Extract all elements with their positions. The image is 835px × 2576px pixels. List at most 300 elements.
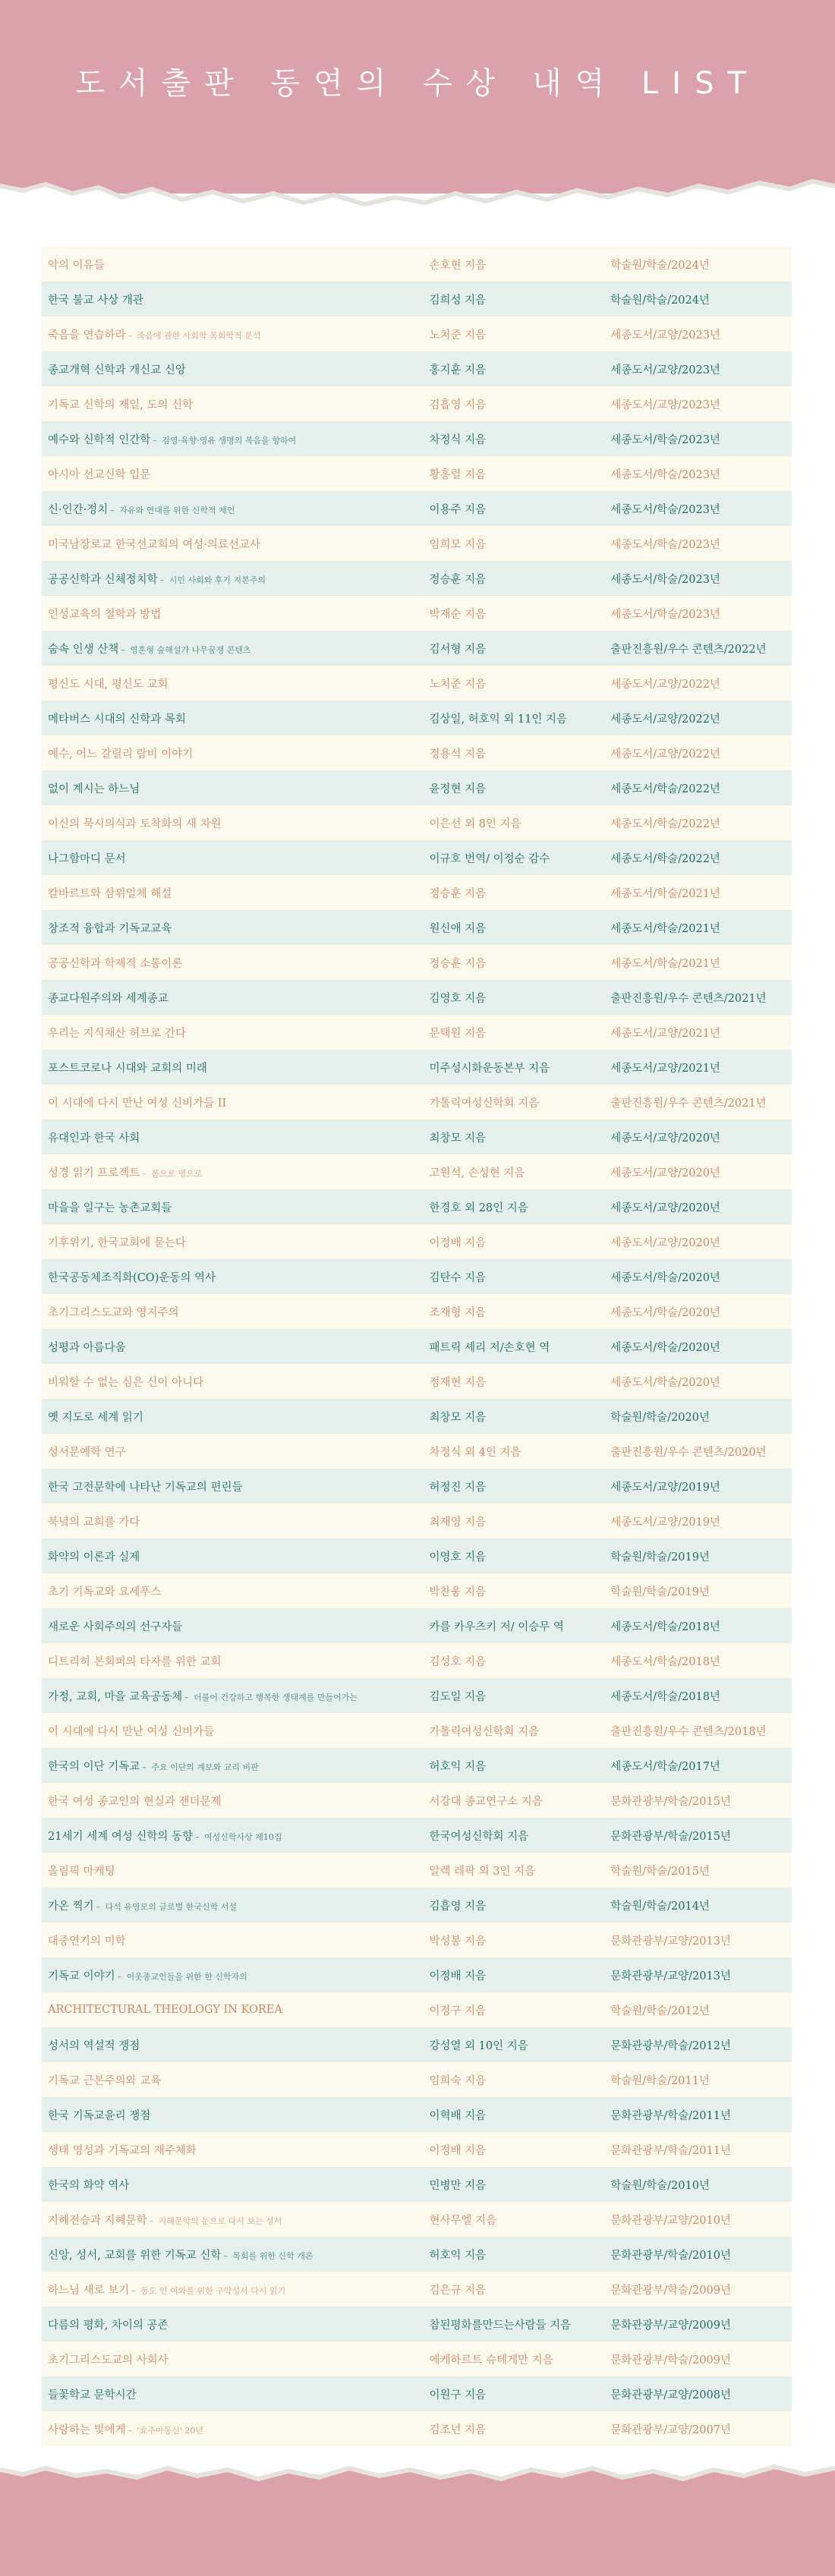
book-title bbox=[42, 815, 429, 831]
book-title bbox=[42, 1374, 429, 1390]
book-award: 세종도서/학술/2020년 bbox=[610, 1376, 720, 1389]
list-item bbox=[42, 247, 792, 282]
list-item bbox=[42, 561, 792, 596]
book-title bbox=[42, 2072, 429, 2088]
book-title bbox=[42, 1025, 429, 1041]
book-title bbox=[42, 1723, 429, 1739]
book-title-text: 평신도 시대, 평신도 교회 bbox=[48, 678, 169, 691]
book-title-text: 마을을 일구는 농촌교회들 bbox=[48, 1201, 172, 1214]
book-title bbox=[42, 1793, 429, 1809]
book-award: 세종도서/교양/2020년 bbox=[610, 1236, 720, 1249]
book-title-text: 예수와 신학적 인간학 bbox=[48, 433, 151, 446]
book-award: 문화관광부/학술/2009년 bbox=[610, 2354, 731, 2367]
book-award: 출판진흥원/우수 콘텐츠/2021년 bbox=[610, 992, 767, 1005]
list-item bbox=[42, 735, 792, 770]
book-author: 패트릭 셰리 저/손호현 역 bbox=[429, 1341, 550, 1354]
book-award: 문화관광부/학술/2015년 bbox=[610, 1830, 731, 1843]
book-author: 최재영 지음 bbox=[429, 1516, 487, 1529]
book-title bbox=[42, 990, 429, 1006]
list-item bbox=[42, 1783, 792, 1818]
book-subtitle: 지혜문학의 눈으로 다시 보는 성서 bbox=[158, 2215, 282, 2226]
book-author: 문택원 지음 bbox=[429, 1027, 487, 1040]
subtitle-dash: – bbox=[184, 1692, 192, 1702]
book-title bbox=[42, 431, 429, 447]
book-subtitle: 시민 사회와 후기 지본주의 bbox=[169, 575, 266, 585]
book-title bbox=[42, 1897, 429, 1913]
book-author: 가톨릭여성신학회 지음 bbox=[429, 1097, 540, 1110]
book-title bbox=[42, 257, 429, 272]
book-title-text: 신·인간·정치 bbox=[48, 503, 109, 516]
book-title-text: 올림픽 마케팅 bbox=[48, 1865, 115, 1878]
book-title bbox=[42, 675, 429, 691]
book-author: 이영호 지음 bbox=[429, 1551, 487, 1564]
award-list bbox=[42, 247, 792, 2446]
book-title-text: 한국의 화약 역사 bbox=[48, 2179, 130, 2192]
book-title-text: 들꽃학교 문학시간 bbox=[48, 2389, 137, 2401]
book-title bbox=[42, 1618, 429, 1634]
book-title-text: 예수, 어느 갈릴리 람비 이야기 bbox=[48, 748, 194, 761]
book-author: 이정배 지음 bbox=[429, 2144, 487, 2157]
torn-paper-edge-bottom bbox=[0, 2448, 835, 2494]
book-title-text: 신앙, 성서, 교회를 위한 기독교 신학 bbox=[48, 2249, 222, 2262]
book-title bbox=[42, 2142, 429, 2158]
book-title bbox=[42, 745, 429, 761]
list-item bbox=[42, 910, 792, 945]
book-title bbox=[42, 955, 429, 971]
book-title bbox=[42, 536, 429, 552]
book-author: 윤정현 지음 bbox=[429, 783, 487, 795]
book-author: 임희숙 지음 bbox=[429, 2074, 487, 2087]
book-title-text: 성서문예학 연구 bbox=[48, 1446, 126, 1459]
book-author: 임희모 지음 bbox=[429, 538, 487, 551]
book-author: 김상일, 허호익 외 11인 지음 bbox=[429, 713, 568, 726]
list-item bbox=[42, 2097, 792, 2132]
book-author: 에케하르트 슈테게만 지음 bbox=[429, 2354, 553, 2367]
book-title bbox=[42, 466, 429, 482]
list-item bbox=[42, 1224, 792, 1259]
book-title-text: 성평과 아름다움 bbox=[48, 1341, 126, 1354]
book-title-text: 디트리히 본회퍼의 타자를 위한 교회 bbox=[48, 1655, 222, 1668]
book-title-text: 이 시대에 다시 만난 여성 신비가들 II bbox=[48, 1097, 227, 1110]
list-item bbox=[42, 282, 792, 316]
book-title bbox=[42, 501, 429, 517]
list-item bbox=[42, 875, 792, 910]
book-title-text: 칼바르트와 삼위일체 해설 bbox=[48, 887, 172, 900]
book-title-text: 메타버스 시대의 신학과 목회 bbox=[48, 713, 186, 726]
book-award: 세종도서/학술/2021년 bbox=[610, 957, 720, 970]
list-item bbox=[42, 1853, 792, 1888]
list-item bbox=[42, 2062, 792, 2097]
list-item bbox=[42, 351, 792, 386]
book-title-text: 기독교 신학의 재일, 도의 신학 bbox=[48, 398, 194, 411]
page-title: 도서출판 동연의 수상 내역 LIST bbox=[75, 66, 760, 101]
book-award: 세종도서/교양/2019년 bbox=[610, 1481, 720, 1494]
list-item bbox=[42, 456, 792, 491]
list-item bbox=[42, 1957, 792, 1992]
list-item bbox=[42, 1189, 792, 1224]
list-item bbox=[42, 1364, 792, 1399]
book-title-text: 생태 영성과 기독교의 재주체화 bbox=[48, 2144, 197, 2157]
book-title-text: 포스트코로나 시대와 교회의 미래 bbox=[48, 1062, 207, 1075]
book-author: 한경호 외 28인 지음 bbox=[429, 1201, 528, 1214]
book-title bbox=[42, 1932, 429, 1948]
book-author: 김은규 지음 bbox=[429, 2284, 487, 2297]
book-award: 출판진흥원/우수 콘텐츠/2020년 bbox=[610, 1446, 767, 1459]
book-award: 세종도서/학술/2018년 bbox=[610, 1690, 720, 1703]
book-award: 세종도서/학술/2023년 bbox=[610, 433, 720, 446]
list-item bbox=[42, 1154, 792, 1189]
book-title bbox=[42, 1164, 429, 1180]
subtitle-dash: – bbox=[96, 1901, 103, 1912]
book-author: 차정식 지음 bbox=[429, 433, 487, 446]
book-title-text: 성서의 역설적 쟁점 bbox=[48, 2039, 140, 2052]
book-author: 차정식 외 4인 지음 bbox=[429, 1446, 521, 1459]
book-author: 정승훈 지음 bbox=[429, 957, 487, 970]
book-author: 이정배 지음 bbox=[429, 1970, 487, 1982]
book-title-text: ARCHITECTURAL THEOLOGY IN KOREA bbox=[48, 2004, 282, 2016]
book-author: 김성호 지음 bbox=[429, 1655, 487, 1668]
book-award: 세종도서/학술/2021년 bbox=[610, 887, 720, 900]
book-title bbox=[42, 1234, 429, 1250]
list-item bbox=[42, 631, 792, 666]
book-title-text: 한국 기독교윤리 쟁점 bbox=[48, 2109, 151, 2122]
book-award: 학술원/학술/2024년 bbox=[610, 259, 710, 272]
list-item bbox=[42, 1504, 792, 1538]
book-subtitle: 주요 이단의 계보와 교리 비판 bbox=[151, 1762, 259, 1772]
book-award: 세종도서/교양/2022년 bbox=[610, 713, 720, 726]
subtitle-dash: – bbox=[117, 1971, 124, 1982]
book-title-text: 기독교 근본주의와 교육 bbox=[48, 2074, 162, 2087]
book-award: 세종도서/학술/2022년 bbox=[610, 783, 720, 795]
book-subtitle: 더불어 건강하고 행복한 생태계를 만들어가는 bbox=[194, 1692, 358, 1702]
list-item bbox=[42, 1608, 792, 1643]
book-title bbox=[42, 2037, 429, 2053]
book-title bbox=[42, 1863, 429, 1878]
subtitle-dash: – bbox=[142, 1168, 150, 1179]
list-item bbox=[42, 805, 792, 840]
subtitle-dash: – bbox=[128, 330, 135, 341]
book-title bbox=[42, 2177, 429, 2193]
book-award: 세종도서/교양/2021년 bbox=[610, 1062, 720, 1075]
book-author: 김영호 지음 bbox=[429, 992, 487, 1005]
list-item bbox=[42, 1015, 792, 1050]
list-item bbox=[42, 2272, 792, 2307]
book-title bbox=[42, 1479, 429, 1494]
book-author: 현사무엘 지음 bbox=[429, 2214, 497, 2227]
book-award: 세종도서/학술/2023년 bbox=[610, 503, 720, 516]
list-item bbox=[42, 1538, 792, 1573]
book-author: 이은선 외 8인 지음 bbox=[429, 817, 521, 830]
book-award: 세종도서/학술/2023년 bbox=[610, 468, 720, 481]
book-award: 세종도서/교양/2020년 bbox=[610, 1201, 720, 1214]
book-title-text: 지혜전승과 지혜문학 bbox=[48, 2214, 147, 2227]
book-title-text: 21세기 세계 여성 신학의 동향 bbox=[48, 1830, 193, 1843]
book-award: 세종도서/학술/2018년 bbox=[610, 1620, 720, 1633]
list-item bbox=[42, 2027, 792, 2062]
book-subtitle: '효주아동신' 20년 bbox=[137, 2425, 203, 2436]
list-item bbox=[42, 2167, 792, 2202]
book-title bbox=[42, 2107, 429, 2123]
book-title-text: 인성교육의 철학과 방법 bbox=[48, 608, 162, 621]
list-item bbox=[42, 1329, 792, 1364]
book-title-text: 초기그리스도교와 영지주의 bbox=[48, 1306, 179, 1319]
book-author: 정승훈 지음 bbox=[429, 573, 487, 586]
book-title-text: 한국의 이단 기독교 bbox=[48, 1760, 140, 1773]
book-title bbox=[42, 1129, 429, 1145]
book-author: 미주성시화운동본부 지음 bbox=[429, 1062, 550, 1075]
book-author: 이규호 번역/ 이정순 감수 bbox=[429, 852, 550, 865]
book-author: 참된평화를만드는사람들 지음 bbox=[429, 2319, 572, 2332]
book-title-text: 미국남장로교 한국선교회의 여성·의료선교사 bbox=[48, 538, 260, 551]
book-subtitle: 동도 인 여와를 위한 구약성서 다시 읽기 bbox=[140, 2285, 286, 2296]
subtitle-dash: – bbox=[110, 505, 118, 515]
book-title-text: 사랑하는 빛에게 bbox=[48, 2423, 126, 2436]
book-award: 세종도서/학술/2020년 bbox=[610, 1341, 720, 1354]
book-award: 세종도서/학술/2021년 bbox=[610, 922, 720, 935]
book-author: 박찬웅 지음 bbox=[429, 1586, 487, 1598]
book-award: 문화관광부/교양/2010년 bbox=[610, 2214, 731, 2227]
book-author: 카를 카우츠키 저/ 이승무 역 bbox=[429, 1620, 564, 1633]
list-item bbox=[42, 980, 792, 1015]
book-award: 학술원/학술/2024년 bbox=[610, 294, 710, 307]
list-item bbox=[42, 1818, 792, 1853]
book-subtitle: 죽음에 관한 사회학 목회학적 분석 bbox=[137, 330, 261, 341]
book-subtitle: 다석 유영모의 글로벌 한국신학 서설 bbox=[105, 1901, 238, 1912]
book-title-text: 없이 계시는 하느님 bbox=[48, 783, 140, 795]
book-award: 세종도서/교양/2020년 bbox=[610, 1167, 720, 1179]
book-award: 문화관광부/학술/2009년 bbox=[610, 2284, 731, 2297]
book-title-text: 한국공동체조직화(CO)운동의 역사 bbox=[48, 1271, 216, 1284]
subtitle-dash: – bbox=[149, 2215, 156, 2226]
book-award: 세종도서/교양/2019년 bbox=[610, 1516, 720, 1529]
book-author: 고원석, 손성현 지음 bbox=[429, 1167, 525, 1179]
book-subtitle: 김영·육향·영유 생명의 복음을 향하여 bbox=[162, 435, 297, 446]
book-title-text: 초기 기독교와 요세푸스 bbox=[48, 1586, 162, 1598]
book-title bbox=[42, 850, 429, 866]
book-title-text: 새로운 사회주의의 선구자들 bbox=[48, 1620, 183, 1633]
book-award: 세종도서/학술/2020년 bbox=[610, 1271, 720, 1284]
book-award: 출판진흥원/우수 콘텐츠/2018년 bbox=[610, 1725, 767, 1738]
book-author: 강성열 외 10인 지음 bbox=[429, 2039, 528, 2052]
book-title-text: 창조적 융합과 기독교교육 bbox=[48, 922, 172, 935]
list-item bbox=[42, 840, 792, 875]
list-item bbox=[42, 2411, 792, 2446]
list-item bbox=[42, 1259, 792, 1294]
book-title-text: 나그함마디 문서 bbox=[48, 852, 126, 865]
book-award: 세종도서/학술/2023년 bbox=[610, 538, 720, 551]
book-title bbox=[42, 2421, 429, 2437]
book-title bbox=[42, 1409, 429, 1425]
subtitle-dash: – bbox=[159, 575, 167, 585]
book-subtitle: 자유와 연대를 위한 신학적 제언 bbox=[119, 505, 235, 515]
list-item bbox=[42, 1120, 792, 1154]
book-title bbox=[42, 2004, 429, 2016]
book-title bbox=[42, 1199, 429, 1215]
book-author: 알렉 레팍 외 3인 지음 bbox=[429, 1865, 536, 1878]
book-title bbox=[42, 606, 429, 622]
book-author: 최창모 지음 bbox=[429, 1411, 487, 1424]
list-item bbox=[42, 701, 792, 735]
list-item bbox=[42, 1434, 792, 1469]
book-title bbox=[42, 1967, 429, 1983]
book-title-text: 공공신학과 학제적 소통이론 bbox=[48, 957, 183, 970]
book-author: 김흡영 지음 bbox=[429, 1900, 487, 1913]
list-item bbox=[42, 2307, 792, 2341]
book-author: 정승훈 지음 bbox=[429, 887, 487, 900]
book-author: 허정진 지음 bbox=[429, 1481, 487, 1494]
book-title-text: 종교다원주의와 세계종교 bbox=[48, 992, 169, 1005]
book-author: 이용주 지음 bbox=[429, 503, 487, 516]
book-author: 정재현 지음 bbox=[429, 1376, 487, 1389]
book-title bbox=[42, 2247, 429, 2263]
subtitle-dash: – bbox=[223, 2250, 231, 2261]
book-author: 김서형 지음 bbox=[429, 643, 487, 656]
list-item bbox=[42, 1085, 792, 1120]
book-title bbox=[42, 1758, 429, 1774]
book-title-text: 기후위기, 한국교회에 묻는다 bbox=[48, 1236, 186, 1249]
book-author: 원신애 지음 bbox=[429, 922, 487, 935]
book-subtitle: 목회를 위한 신학 개론 bbox=[232, 2250, 314, 2261]
list-item bbox=[42, 386, 792, 421]
list-item bbox=[42, 491, 792, 526]
book-author: 황홍렬 지음 bbox=[429, 468, 487, 481]
book-title bbox=[42, 1583, 429, 1599]
book-title-text: 죽음을 연습하라 bbox=[48, 329, 126, 342]
book-author: 민병만 지음 bbox=[429, 2179, 487, 2192]
book-title-text: 이 시대에 다시 만난 여성 신비가들 bbox=[48, 1725, 215, 1738]
book-award: 세종도서/학술/2023년 bbox=[610, 573, 720, 586]
book-title-text: 한국 고전문학에 나타난 기독교의 편린들 bbox=[48, 1481, 243, 1494]
book-subtitle: 폼으로 영으로 bbox=[151, 1168, 203, 1179]
book-award: 학술원/학술/2019년 bbox=[610, 1551, 710, 1564]
book-title bbox=[42, 2282, 429, 2297]
book-award: 문화관광부/학술/2011년 bbox=[610, 2144, 731, 2157]
book-award: 세종도서/교양/2022년 bbox=[610, 748, 720, 761]
book-author: 최창모 지음 bbox=[429, 1132, 487, 1145]
book-author: 김조년 지음 bbox=[429, 2423, 487, 2436]
list-item bbox=[42, 316, 792, 351]
book-title bbox=[42, 1339, 429, 1355]
book-author: 홍지훈 지음 bbox=[429, 364, 487, 376]
book-subtitle: 이웃종교인들을 위한 한 신학자의 bbox=[126, 1971, 247, 1982]
book-title bbox=[42, 641, 429, 657]
book-author: 서강대 종교연구소 지음 bbox=[429, 1795, 543, 1808]
book-title bbox=[42, 571, 429, 587]
book-award: 문화관광부/학술/2010년 bbox=[610, 2249, 731, 2262]
book-title bbox=[42, 2386, 429, 2402]
book-award: 세종도서/교양/2023년 bbox=[610, 398, 720, 411]
book-author: 이정배 지음 bbox=[429, 1236, 487, 1249]
book-title bbox=[42, 361, 429, 377]
book-title bbox=[42, 920, 429, 936]
list-item bbox=[42, 1713, 792, 1748]
list-item bbox=[42, 1888, 792, 1923]
book-award: 학술원/학술/2011년 bbox=[610, 2074, 710, 2087]
book-title bbox=[42, 396, 429, 412]
book-author: 노치준 지음 bbox=[429, 678, 487, 691]
book-author: 조재형 지음 bbox=[429, 1306, 487, 1319]
list-item bbox=[42, 2237, 792, 2272]
list-item bbox=[42, 2341, 792, 2376]
book-author: 이정구 지음 bbox=[429, 2004, 487, 2017]
book-author: 손호현 지음 bbox=[429, 259, 487, 272]
list-item bbox=[42, 421, 792, 456]
book-title bbox=[42, 1828, 429, 1844]
book-award: 세종도서/교양/2021년 bbox=[610, 1027, 720, 1040]
list-item bbox=[42, 2132, 792, 2167]
subtitle-dash: – bbox=[131, 2285, 139, 2296]
book-award: 학술원/학술/2014년 bbox=[610, 1900, 710, 1913]
book-author: 허호익 지음 bbox=[429, 1760, 487, 1773]
book-title-text: 초기그리스도교의 사회사 bbox=[48, 2354, 169, 2367]
book-author: 노치준 지음 bbox=[429, 329, 487, 342]
book-award: 세종도서/학술/2023년 bbox=[610, 608, 720, 621]
book-author: 김탄수 지음 bbox=[429, 1271, 487, 1284]
book-award: 문화관광부/교양/2008년 bbox=[610, 2389, 731, 2401]
list-item bbox=[42, 1748, 792, 1783]
book-award: 문화관광부/교양/2007년 bbox=[610, 2423, 731, 2436]
subtitle-dash: – bbox=[153, 435, 160, 446]
book-title bbox=[42, 885, 429, 901]
book-title bbox=[42, 710, 429, 726]
list-item bbox=[42, 1469, 792, 1504]
book-award: 세종도서/교양/2023년 bbox=[610, 364, 720, 376]
book-award: 학술원/학술/2012년 bbox=[610, 2004, 710, 2017]
book-title-text: 가정, 교회, 마을 교육공동체 bbox=[48, 1690, 183, 1703]
list-item bbox=[42, 1399, 792, 1434]
list-item bbox=[42, 596, 792, 631]
book-author: 김도일 지음 bbox=[429, 1690, 487, 1703]
book-title-text: 대중연기의 미학 bbox=[48, 1935, 126, 1948]
book-title-text: 옛 지도로 세계 읽기 bbox=[48, 1411, 143, 1424]
list-item bbox=[42, 1643, 792, 1678]
book-award: 세종도서/교양/2020년 bbox=[610, 1132, 720, 1145]
book-title bbox=[42, 1094, 429, 1110]
book-title bbox=[42, 1060, 429, 1075]
book-title-text: 화약의 이론과 실제 bbox=[48, 1551, 140, 1564]
book-title bbox=[42, 1269, 429, 1285]
book-title-text: 공공신학과 신체정치학 bbox=[48, 573, 158, 586]
book-author: 한국여성신학회 지음 bbox=[429, 1830, 529, 1843]
book-title bbox=[42, 1688, 429, 1704]
torn-paper-edge-top bbox=[0, 156, 835, 224]
book-award: 학술원/학술/2020년 bbox=[610, 1411, 710, 1424]
book-award: 문화관광부/학술/2012년 bbox=[610, 2039, 731, 2052]
book-author: 김흡영 지음 bbox=[429, 398, 487, 411]
book-award: 세종도서/학술/2022년 bbox=[610, 817, 720, 830]
list-item bbox=[42, 1678, 792, 1713]
list-item bbox=[42, 666, 792, 701]
book-author: 정용석 지음 bbox=[429, 748, 487, 761]
book-award: 문화관광부/교양/2009년 bbox=[610, 2319, 731, 2332]
book-title-text: 가온 찍기 bbox=[48, 1900, 94, 1913]
book-title bbox=[42, 1548, 429, 1564]
book-award: 학술원/학술/2010년 bbox=[610, 2179, 710, 2192]
book-title-text: 악의 이유들 bbox=[48, 259, 105, 272]
book-title-text: 비워할 수 없는 심은 신이 아니다 bbox=[48, 1376, 204, 1389]
book-author: 박재순 지음 bbox=[429, 608, 487, 621]
book-title-text: 다름의 평화, 차이의 공존 bbox=[48, 2319, 169, 2332]
book-title-text: 북녘의 교회를 가다 bbox=[48, 1516, 140, 1529]
book-author: 이원구 지음 bbox=[429, 2389, 487, 2401]
book-title bbox=[42, 1513, 429, 1529]
book-title bbox=[42, 2212, 429, 2228]
book-title-text: 기독교 이야기 bbox=[48, 1970, 115, 1982]
book-author: 허호익 지음 bbox=[429, 2249, 487, 2262]
book-author: 김희성 지음 bbox=[429, 294, 487, 307]
book-award: 문화관광부/학술/2015년 bbox=[610, 1795, 731, 1808]
list-item bbox=[42, 945, 792, 980]
